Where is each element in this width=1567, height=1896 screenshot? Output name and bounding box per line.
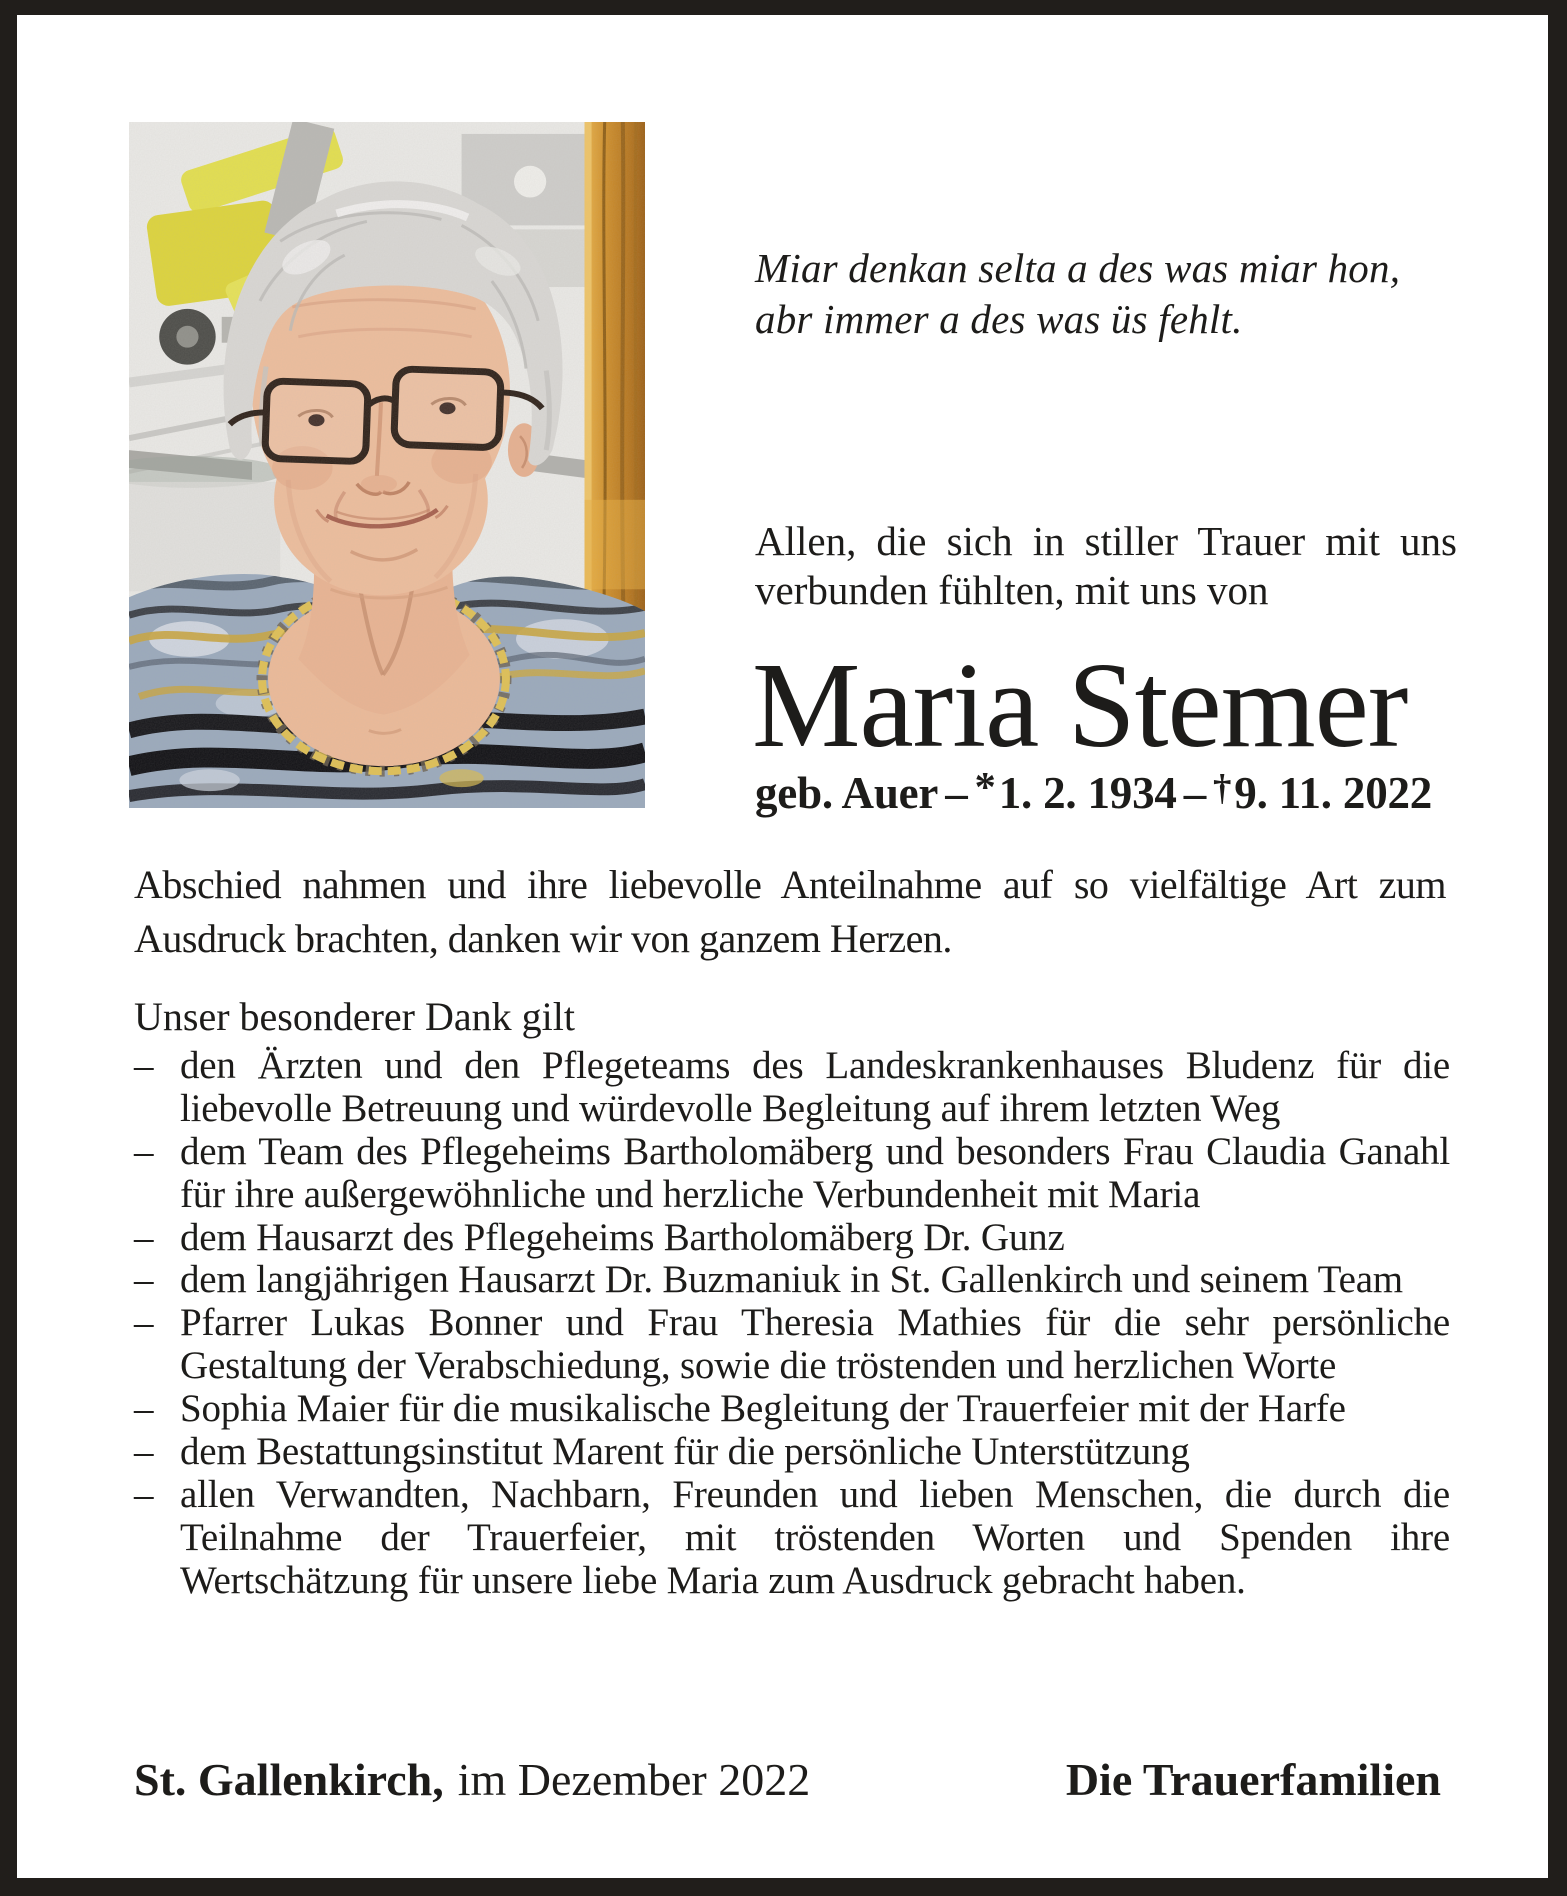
list-dash: – bbox=[134, 1472, 154, 1516]
thanks-item bbox=[134, 1474, 1450, 1603]
thanks-item-text: allen Verwandten, Nachbarn, Freunden und lieben Menschen, die durch die Teilnahme der Trauerfeier, mit tröstenden Worten und Spenden ihre Wertschätzung für unsere liebe Maria zum Ausdruck gebracht haben. bbox=[180, 1472, 1450, 1602]
list-dash: – bbox=[134, 1301, 154, 1345]
card-paper bbox=[17, 15, 1548, 1878]
special-thanks-heading: Unser besonderer Dank gilt bbox=[134, 994, 575, 1039]
intro-text: Allen, die sich in stiller Trauer mit uns verbunden fühlten, mit uns von bbox=[755, 518, 1457, 614]
list-dash: – bbox=[134, 1387, 154, 1431]
mourning-families-signature: Die Trauerfamilien bbox=[1065, 1754, 1441, 1805]
thanks-item bbox=[134, 1131, 1450, 1217]
thanks-paragraph: Abschied nahmen und ihre liebevolle Anteilnahme auf so vielfältige Art zum Ausdruck brachten, danken wir von ganzem Herzen. bbox=[134, 862, 1446, 962]
thanks-list bbox=[134, 1045, 1450, 1603]
thanks-item bbox=[134, 1259, 1450, 1302]
list-dash: – bbox=[134, 1430, 154, 1474]
death-cross-symbol: † bbox=[1213, 766, 1232, 808]
birth-date: 1. 2. 1934 bbox=[998, 768, 1177, 818]
date-text: im Dezember 2022 bbox=[457, 1754, 811, 1805]
thanks-item bbox=[134, 1217, 1450, 1260]
dash-separator: – bbox=[945, 768, 968, 818]
quote-line-2: abr immer a des was üs fehlt. bbox=[755, 296, 1243, 343]
photo-grain bbox=[129, 122, 645, 808]
list-dash: – bbox=[134, 1129, 154, 1173]
deceased-name: Maria Stemer bbox=[752, 638, 1408, 773]
dialect-quote bbox=[755, 243, 1400, 346]
birth-star-symbol: * bbox=[974, 764, 996, 812]
thanks-item-text: Pfarrer Lukas Bonner und Frau Theresia Mathies für die sehr persönliche Gestaltung der Verabschiedung, sowie die tröstenden und herzlichen Worte bbox=[180, 1301, 1450, 1388]
thanks-item-text: Sophia Maier für die musikalische Begleitung der Trauerfeier mit der Harfe bbox=[180, 1387, 1346, 1431]
thanks-item bbox=[134, 1388, 1450, 1431]
quote-line-1: Miar denkan selta a des was miar hon, bbox=[755, 245, 1401, 291]
thanks-item bbox=[134, 1431, 1450, 1474]
list-dash: – bbox=[134, 1258, 154, 1302]
portrait-photo bbox=[129, 122, 645, 808]
thanks-item-text: dem Bestattungsinstitut Marent für die persönliche Unterstützung bbox=[180, 1430, 1190, 1474]
thanks-item-text: dem Team des Pflegeheims Bartholomäberg und besonders Frau Claudia Ganahl für ihre außergewöhnliche und herzliche Verbundenheit mit Maria bbox=[180, 1129, 1450, 1216]
place-name: St. Gallenkirch, bbox=[134, 1754, 444, 1805]
thanks-item bbox=[134, 1045, 1450, 1131]
footer bbox=[134, 1752, 1441, 1807]
death-date: 9. 11. 2022 bbox=[1234, 768, 1433, 818]
maiden-name: geb. Auer bbox=[755, 768, 939, 818]
thanks-item-text: dem langjährigen Hausarzt Dr. Buzmaniuk in St. Gallenkirch und seinem Team bbox=[180, 1258, 1403, 1302]
list-dash: – bbox=[134, 1044, 154, 1087]
deceased-dates bbox=[755, 764, 1433, 819]
dash-separator: – bbox=[1183, 768, 1207, 818]
thanks-item bbox=[134, 1302, 1450, 1388]
list-dash: – bbox=[134, 1215, 154, 1259]
thanks-item-text: den Ärzten und den Pflegeteams des Landeskrankenhauses Bludenz für die liebevolle Betreuung und würdevolle Begleitung auf ihrem letzten Weg bbox=[180, 1044, 1450, 1130]
thanks-item-text: dem Hausarzt des Pflegeheims Bartholomäberg Dr. Gunz bbox=[180, 1215, 1065, 1259]
footer-place-date bbox=[134, 1752, 810, 1807]
